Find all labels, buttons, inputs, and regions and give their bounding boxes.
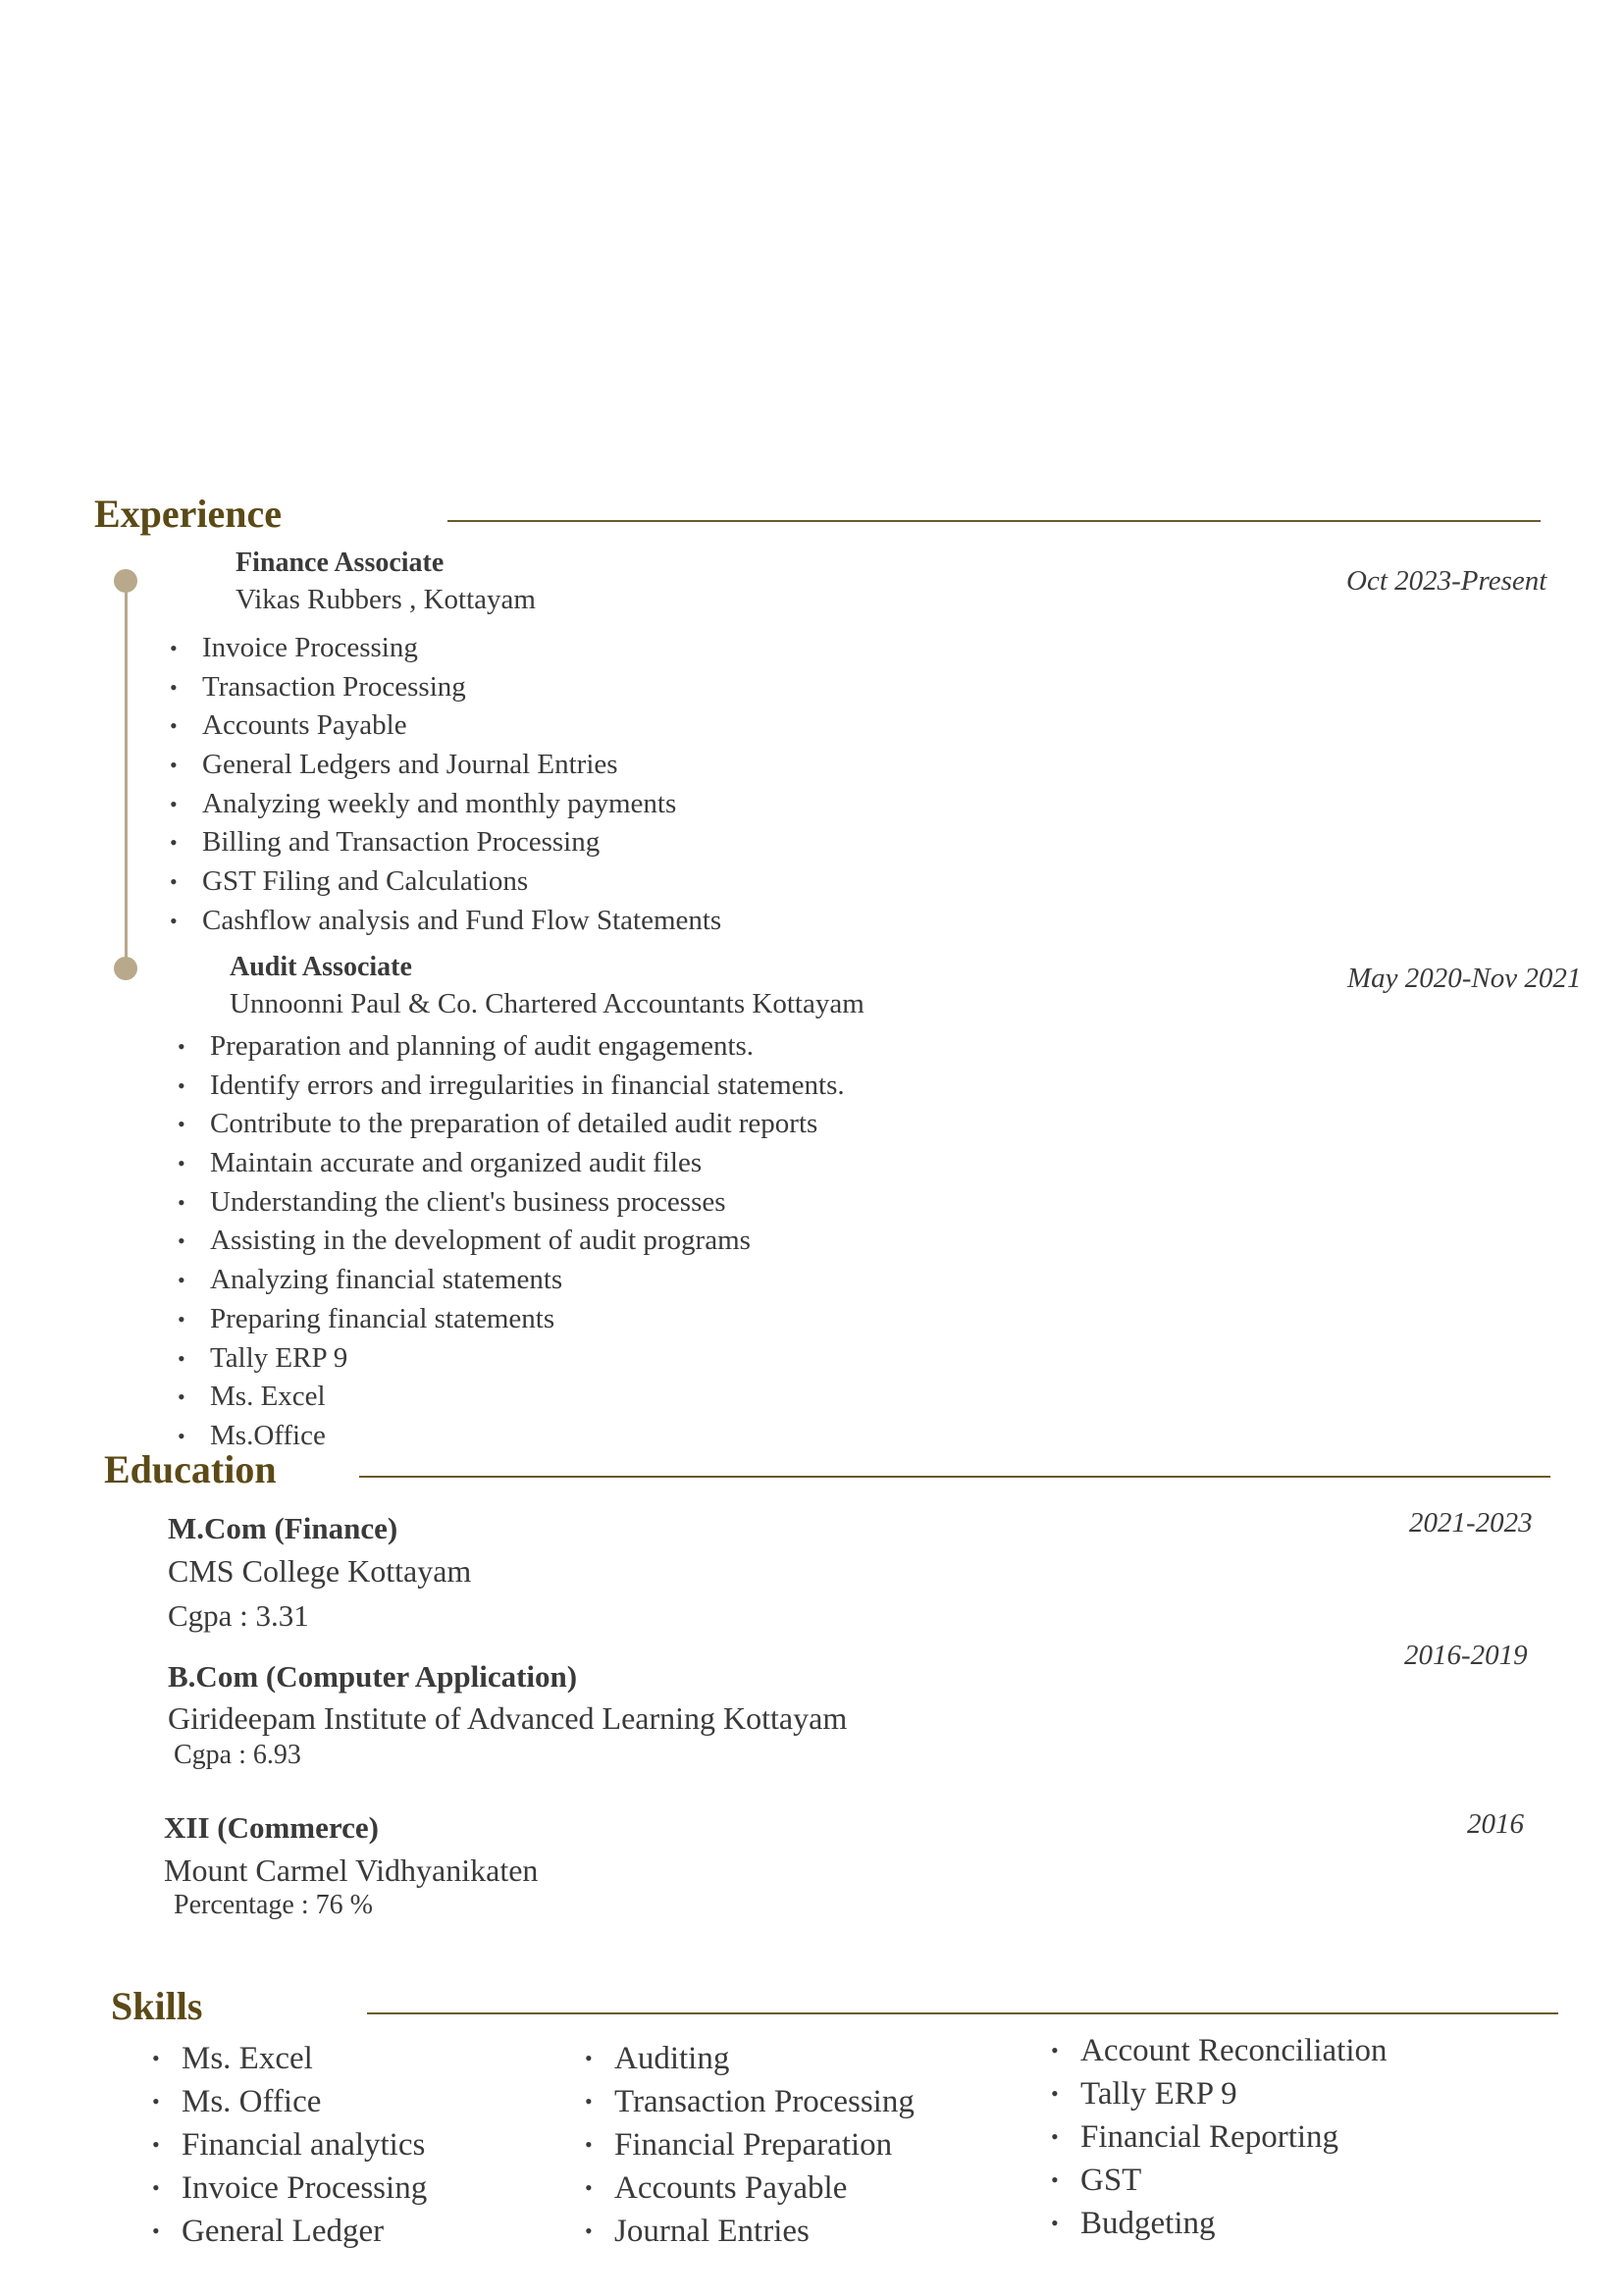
skill-item: • General Ledger: [182, 2210, 427, 2253]
job-title: Audit Associate: [230, 952, 412, 982]
skill-item: • Transaction Processing: [614, 2080, 915, 2123]
skill-item: • Financial Preparation: [614, 2123, 915, 2166]
skill-item: • Budgeting: [1080, 2202, 1388, 2245]
skills-rule: [367, 2012, 1558, 2014]
job-title: Finance Associate: [236, 548, 445, 578]
education-years: 2021-2023: [1409, 1507, 1533, 1539]
list-item: • Preparation and planning of audit engagements.: [210, 1027, 845, 1067]
skill-item: • Auditing: [614, 2037, 915, 2080]
list-item: • Ms. Excel: [210, 1378, 845, 1417]
skill-item: • Accounts Payable: [614, 2166, 915, 2210]
job-duties-list: [202, 629, 721, 941]
list-item: • Invoice Processing: [202, 629, 721, 668]
list-item: • Cashflow analysis and Fund Flow Statements: [202, 902, 721, 941]
skills-column-1: [182, 2037, 427, 2253]
score: Percentage : 76 %: [174, 1890, 373, 1920]
list-item: • Preparing financial statements: [210, 1300, 845, 1339]
education-years: 2016-2019: [1404, 1640, 1528, 1671]
skill-item: • Financial analytics: [182, 2123, 427, 2166]
skill-item: • GST: [1080, 2159, 1388, 2202]
experience-heading: Experience: [94, 492, 283, 536]
list-item: • Tally ERP 9: [210, 1339, 845, 1379]
skills-column-3: [1080, 2029, 1388, 2245]
degree-title: B.Com (Computer Application): [168, 1659, 578, 1694]
list-item: • GST Filing and Calculations: [202, 862, 721, 902]
job-dates: Oct 2023-Present: [1346, 565, 1547, 597]
job-organization: Vikas Rubbers , Kottayam: [236, 584, 536, 615]
skill-item: • Financial Reporting: [1080, 2115, 1388, 2159]
job-organization: Unnoonni Paul & Co. Chartered Accountants Kottayam: [230, 988, 864, 1019]
job-dates: May 2020-Nov 2021: [1347, 963, 1582, 994]
score: Cgpa : 3.31: [168, 1598, 309, 1633]
list-item: • Identify errors and irregularities in financial statements.: [210, 1067, 845, 1106]
skill-item: • Tally ERP 9: [1080, 2072, 1388, 2115]
list-item: • Contribute to the preparation of detailed audit reports: [210, 1105, 845, 1144]
skill-item: • Account Reconciliation: [1080, 2029, 1388, 2072]
skill-item: • Journal Entries: [614, 2210, 915, 2253]
skill-item: • Ms. Office: [182, 2080, 427, 2123]
skill-item: • Invoice Processing: [182, 2166, 427, 2210]
degree-title: XII (Commerce): [164, 1810, 379, 1845]
education-rule: [359, 1476, 1550, 1478]
degree-title: M.Com (Finance): [168, 1511, 398, 1545]
list-item: • Assisting in the development of audit programs: [210, 1222, 845, 1261]
list-item: • Understanding the client's business processes: [210, 1183, 845, 1223]
list-item: • Accounts Payable: [202, 706, 721, 746]
list-item: • General Ledgers and Journal Entries: [202, 746, 721, 785]
school-name: Mount Carmel Vidhyanikaten: [164, 1852, 539, 1888]
list-item: • Analyzing weekly and monthly payments: [202, 785, 721, 824]
school-name: Girideepam Institute of Advanced Learning Kottayam: [168, 1700, 848, 1736]
skills-column-2: [614, 2037, 915, 2253]
skills-heading: Skills: [111, 1984, 203, 2028]
list-item: • Maintain accurate and organized audit files: [210, 1144, 845, 1183]
list-item: • Analyzing financial statements: [210, 1261, 845, 1300]
skill-item: • Ms. Excel: [182, 2037, 427, 2080]
list-item: • Billing and Transaction Processing: [202, 823, 721, 862]
education-years: 2016: [1467, 1808, 1524, 1840]
timeline-dot-job-2: [114, 957, 137, 980]
score: Cgpa : 6.93: [174, 1740, 301, 1770]
timeline-dot-job-1: [114, 569, 137, 593]
list-item: • Transaction Processing: [202, 668, 721, 707]
education-heading: Education: [104, 1447, 277, 1491]
job-duties-list: [210, 1027, 845, 1456]
timeline-line: [125, 581, 128, 968]
school-name: CMS College Kottayam: [168, 1553, 472, 1589]
experience-rule: [447, 520, 1541, 522]
list-item: • Ms.Office: [210, 1417, 845, 1456]
